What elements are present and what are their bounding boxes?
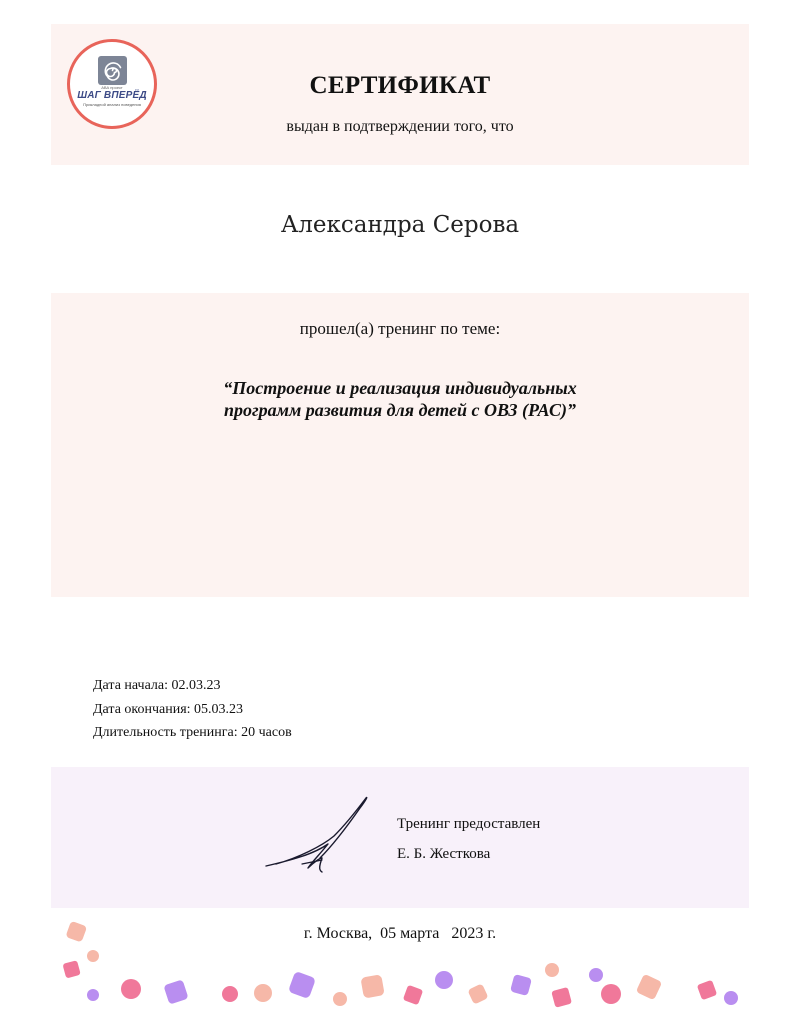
training-topic-line-1: “Построение и реализация индивидуальных <box>223 378 577 398</box>
confetti-piece <box>222 986 238 1002</box>
end-date: Дата окончания: 05.03.23 <box>93 702 244 717</box>
recipient-name: Александра Серова <box>280 212 520 238</box>
confetti-piece <box>510 974 532 996</box>
certificate-title: СЕРТИФИКАТ <box>309 72 491 99</box>
signature-band <box>51 767 749 908</box>
confetti-piece <box>288 971 316 999</box>
confetti-piece <box>435 971 453 989</box>
provided-by-label: Тренинг предоставлен <box>397 816 541 832</box>
logo-subtitle: Прикладной анализ поведения <box>83 102 141 107</box>
confetti-piece <box>403 985 424 1006</box>
start-date: Дата начала: 02.03.23 <box>93 678 221 693</box>
confetti-piece <box>589 968 603 982</box>
confetti-piece <box>254 984 272 1002</box>
confetti-piece <box>333 992 347 1006</box>
confetti-piece <box>65 921 87 943</box>
training-topic-line-2: программ развития для детей с ОВЗ (РАС)” <box>223 400 577 420</box>
confetti-piece <box>121 979 141 999</box>
confetti-piece <box>467 983 488 1004</box>
confetti-piece <box>551 987 572 1008</box>
confetti-piece <box>724 991 738 1005</box>
confetti-piece <box>545 963 559 977</box>
confetti-decoration <box>0 912 800 1035</box>
confetti-piece <box>163 979 188 1004</box>
confetti-piece <box>87 989 99 1001</box>
confetti-piece <box>636 974 663 1001</box>
provider-name: Е. Б. Жесткова <box>397 846 491 862</box>
confetti-piece <box>360 974 384 998</box>
certificate-subtitle: выдан в подтверждении того, что <box>286 118 514 135</box>
confetti-piece <box>62 960 80 978</box>
handwritten-signature <box>262 792 378 876</box>
confetti-piece <box>87 950 99 962</box>
place-and-date: г. Москва, 05 марта 2023 г. <box>303 925 497 942</box>
logo-project-label: АВА проект <box>101 85 123 90</box>
logo-name: ШАГ ВПЕРЁД <box>77 90 147 101</box>
confetti-piece <box>697 980 718 1001</box>
training-duration: Длительность тренинга: 20 часов <box>93 725 292 740</box>
training-intro: прошел(а) тренинг по теме: <box>299 319 501 338</box>
confetti-piece <box>601 984 621 1004</box>
